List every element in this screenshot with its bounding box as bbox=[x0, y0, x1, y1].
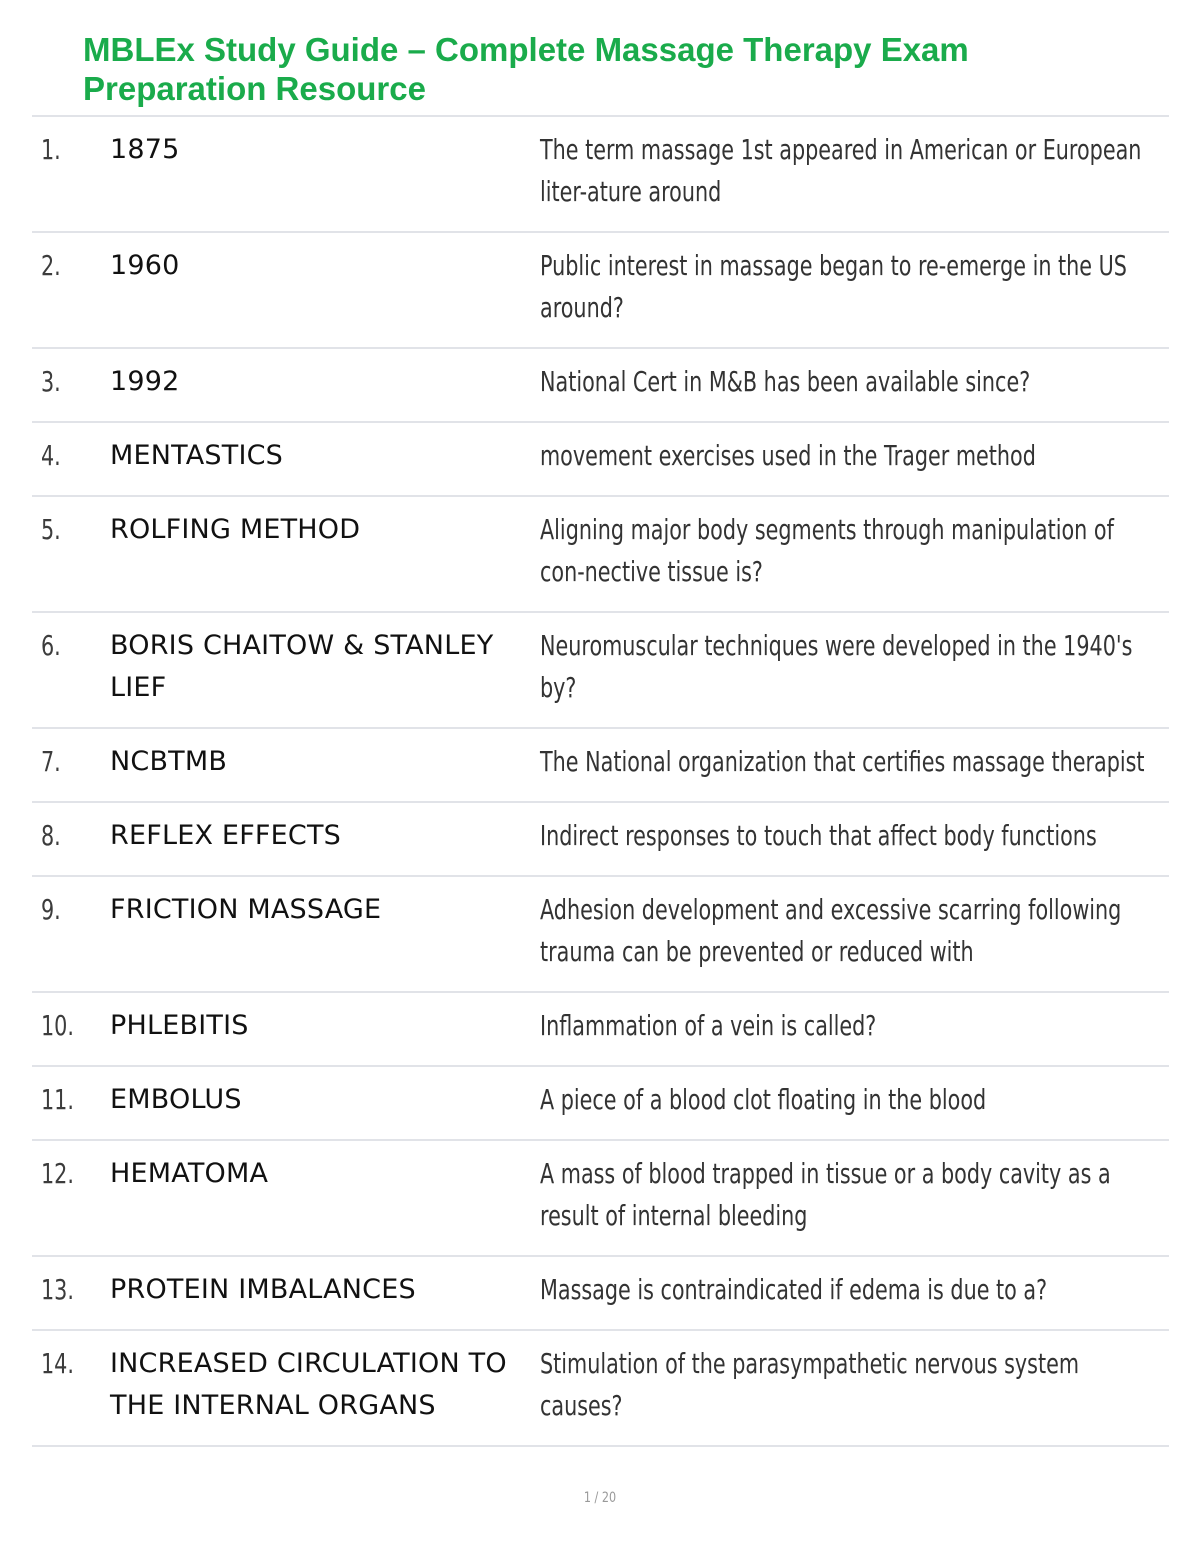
item-term: FRICTION MASSAGE bbox=[110, 894, 382, 925]
item-term: NCBTMB bbox=[110, 746, 228, 777]
item-definition: Indirect responses to touch that affect body functions bbox=[540, 819, 1097, 852]
item-definition: The term massage 1st appeared in American or European liter-ature around bbox=[540, 133, 1142, 208]
item-term: PHLEBITIS bbox=[110, 1010, 249, 1041]
list-item bbox=[32, 1331, 1169, 1447]
item-term: 1960 bbox=[110, 250, 180, 281]
item-term: PROTEIN IMBALANCES bbox=[110, 1274, 416, 1305]
list-item bbox=[32, 613, 1169, 729]
list-item bbox=[32, 349, 1169, 423]
item-definition: Inflammation of a vein is called? bbox=[540, 1009, 877, 1042]
item-number: 10. bbox=[41, 1009, 74, 1042]
item-term: ROLFING METHOD bbox=[110, 514, 361, 545]
item-term: 1875 bbox=[110, 134, 180, 165]
item-number: 12. bbox=[41, 1157, 74, 1190]
list-item bbox=[32, 117, 1169, 233]
list-item bbox=[32, 993, 1169, 1067]
item-definition: Neuromuscular techniques were developed in the 1940's by? bbox=[540, 629, 1133, 704]
item-number: 6. bbox=[41, 629, 61, 662]
list-item bbox=[32, 1067, 1169, 1141]
item-number: 13. bbox=[41, 1273, 74, 1306]
item-number: 8. bbox=[41, 819, 61, 852]
list-item bbox=[32, 423, 1169, 497]
item-term: REFLEX EFFECTS bbox=[110, 820, 341, 851]
list-item bbox=[32, 877, 1169, 993]
item-number: 2. bbox=[41, 249, 61, 282]
item-term: 1992 bbox=[110, 366, 180, 397]
item-definition: Aligning major body segments through manipulation of con-nective tissue is? bbox=[540, 513, 1114, 588]
item-definition: A piece of a blood clot floating in the blood bbox=[540, 1083, 987, 1116]
item-number: 9. bbox=[41, 893, 61, 926]
list-item bbox=[32, 803, 1169, 877]
item-number: 11. bbox=[41, 1083, 74, 1116]
item-definition: National Cert in M&B has been available since? bbox=[540, 365, 1031, 398]
item-number: 4. bbox=[41, 439, 61, 472]
item-definition: Stimulation of the parasympathetic nervous system causes? bbox=[540, 1347, 1080, 1422]
page-indicator: 1 / 20 bbox=[583, 1490, 617, 1506]
item-definition: A mass of blood trapped in tissue or a body cavity as a result of internal bleeding bbox=[540, 1157, 1111, 1232]
item-term: MENTASTICS bbox=[110, 440, 284, 471]
list-item bbox=[32, 1257, 1169, 1331]
item-number: 7. bbox=[41, 745, 61, 778]
item-definition: The National organization that certifies massage therapist bbox=[540, 745, 1145, 778]
flashcard-list bbox=[32, 117, 1169, 1447]
item-definition: Adhesion development and excessive scarring following trauma can be prevented or reduced with bbox=[540, 893, 1122, 968]
item-definition: movement exercises used in the Trager method bbox=[540, 439, 1036, 472]
item-number: 5. bbox=[41, 513, 61, 546]
item-term: EMBOLUS bbox=[110, 1084, 242, 1115]
page-title: MBLEx Study Guide – Complete Massage Therapy Exam Preparation Resource bbox=[83, 31, 969, 107]
item-definition: Public interest in massage began to re-emerge in the US around? bbox=[540, 249, 1127, 324]
item-number: 14. bbox=[41, 1347, 74, 1380]
list-item bbox=[32, 497, 1169, 613]
list-item bbox=[32, 729, 1169, 803]
item-term: INCREASED CIRCULATION TO THE INTERNAL ORGANS bbox=[110, 1348, 507, 1421]
item-term: HEMATOMA bbox=[110, 1158, 269, 1189]
item-definition: Massage is contraindicated if edema is due to a? bbox=[540, 1273, 1048, 1306]
list-item bbox=[32, 1141, 1169, 1257]
item-number: 1. bbox=[41, 133, 61, 166]
item-number: 3. bbox=[41, 365, 61, 398]
item-term: BORIS CHAITOW & STANLEY LIEF bbox=[110, 630, 494, 703]
list-item bbox=[32, 233, 1169, 349]
